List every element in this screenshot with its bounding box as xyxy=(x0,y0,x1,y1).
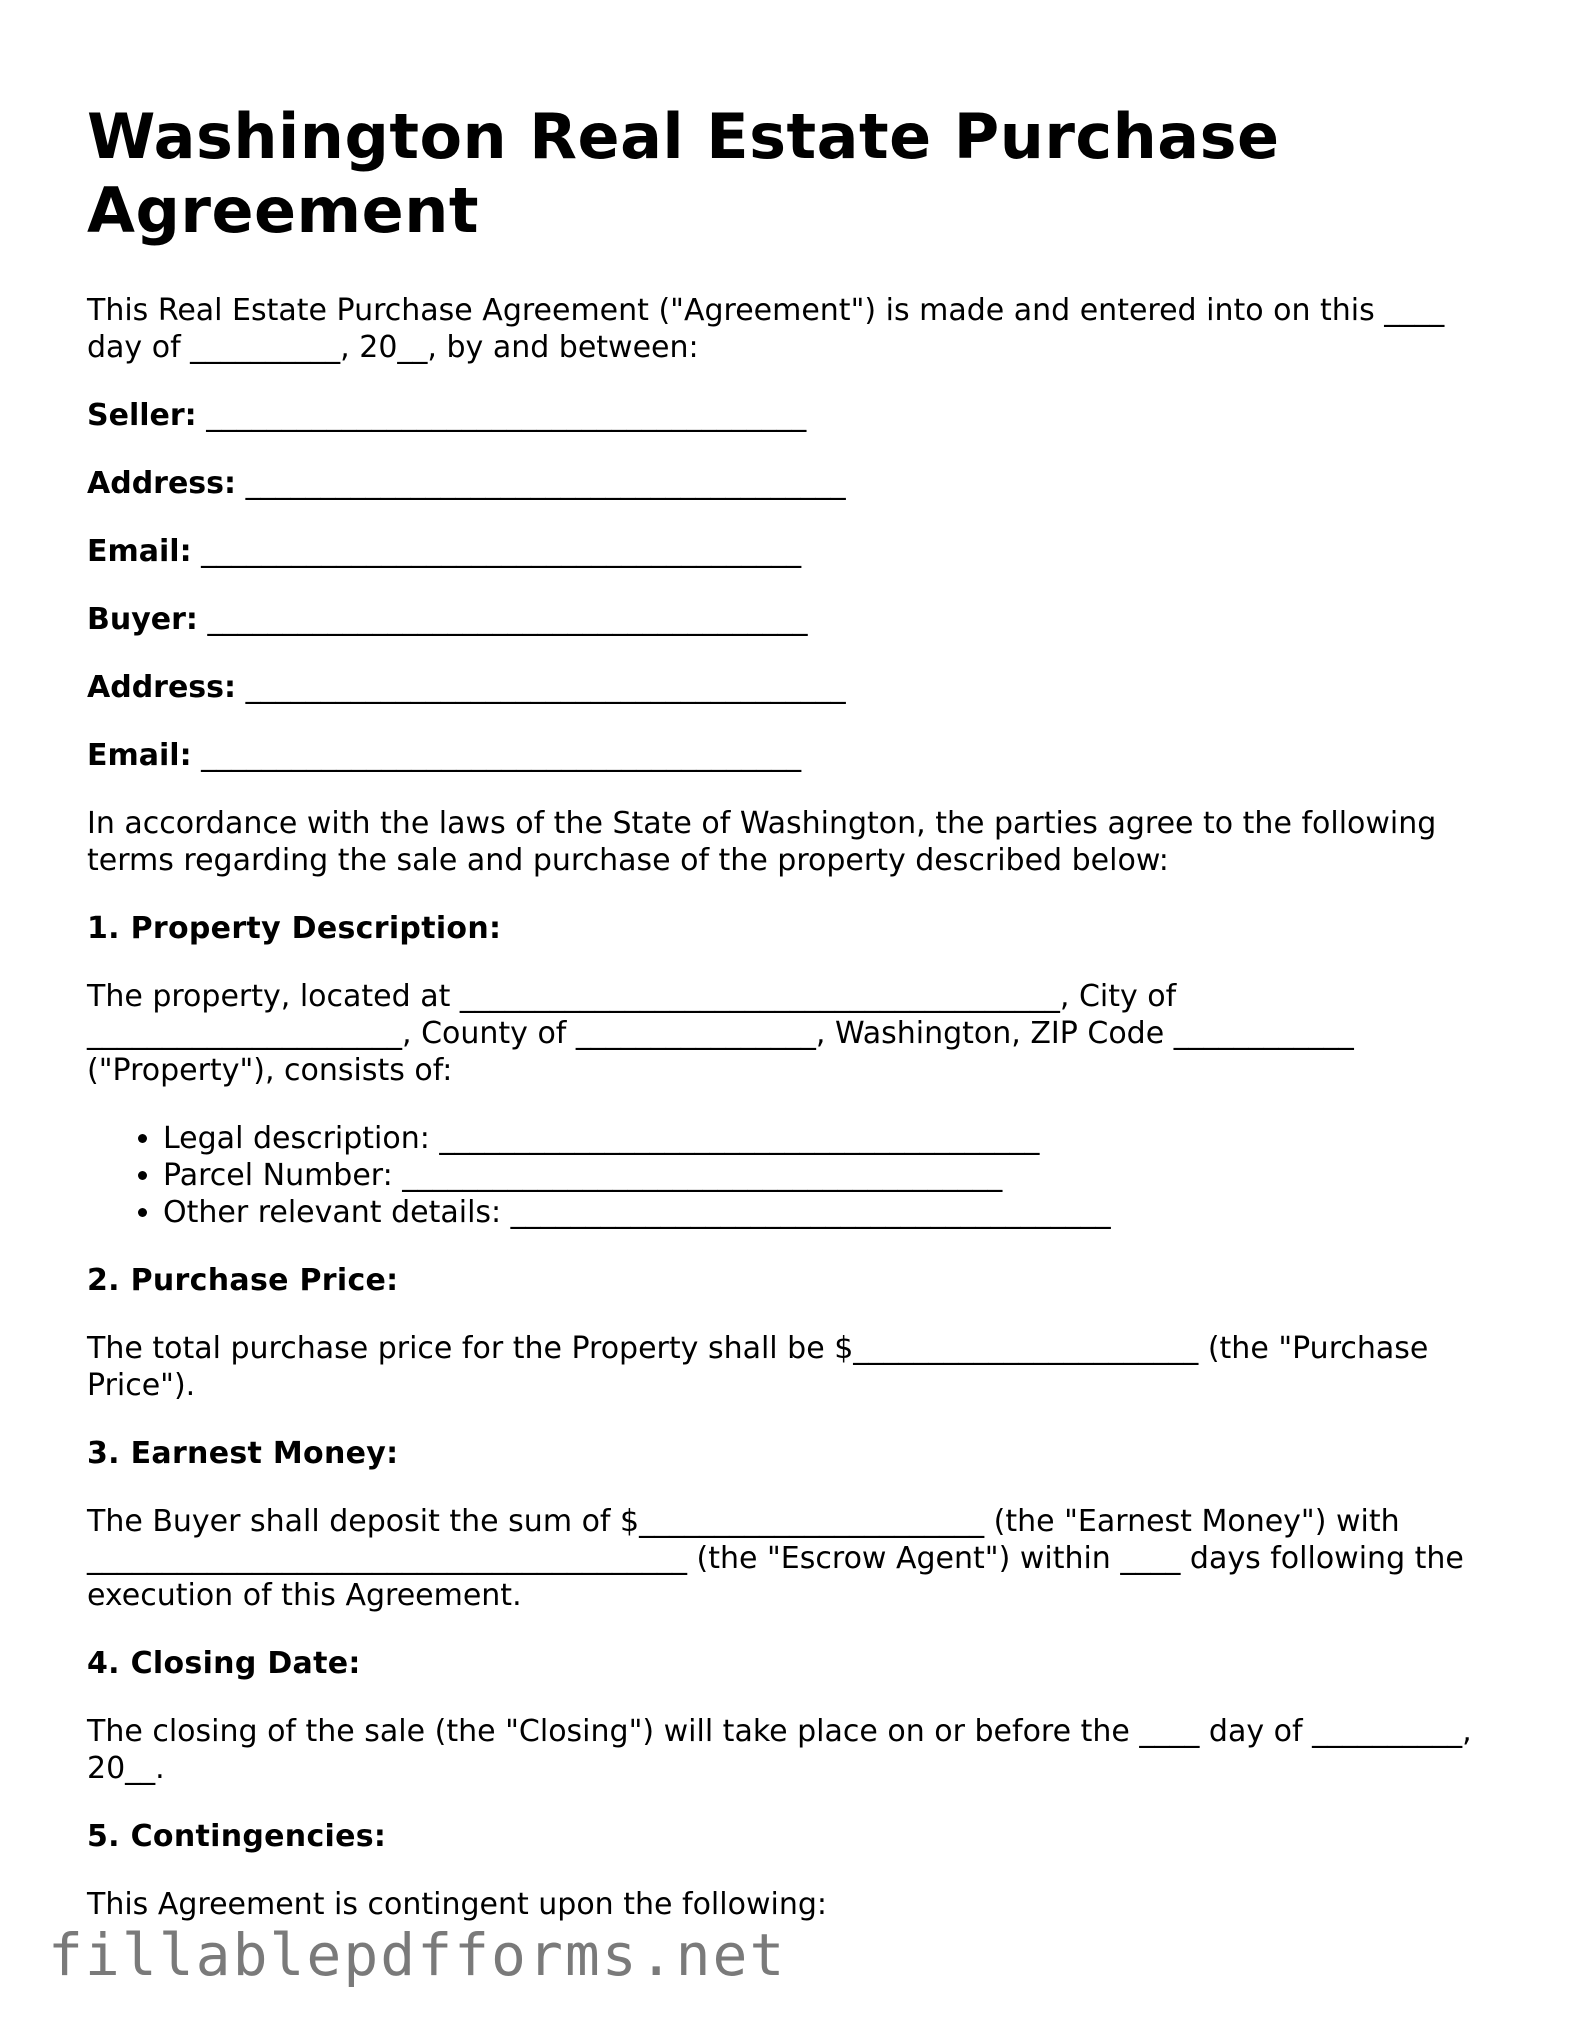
seller-name-label: Seller: xyxy=(87,398,197,433)
list-item-legal-description: • Legal description: ________________________________________ xyxy=(163,1120,1497,1157)
seller-name-field xyxy=(87,397,1497,434)
buyer-address-blank[interactable]: ________________________________________ xyxy=(245,670,846,705)
seller-address-label: Address: xyxy=(87,466,237,501)
seller-email-blank[interactable]: ________________________________________ xyxy=(201,534,802,569)
seller-email-field xyxy=(87,533,1497,570)
buyer-name-blank[interactable]: ________________________________________ xyxy=(207,602,808,637)
closing-date-paragraph: The closing of the sale (the "Closing") will take place on or before the ____ day of __________, 20__. xyxy=(87,1714,1472,1786)
contingencies-paragraph: This Agreement is contingent upon the following: xyxy=(87,1887,827,1922)
buyer-email-label: Email: xyxy=(87,738,192,773)
seller-address-field xyxy=(87,465,1497,502)
closing-date-heading: 4. Closing Date: xyxy=(87,1646,361,1681)
seller-name-blank[interactable]: ________________________________________ xyxy=(206,398,807,433)
seller-email-label: Email: xyxy=(87,534,192,569)
intro-paragraph: This Real Estate Purchase Agreement ("Agreement") is made and entered into on this ____ day of __________, 20__, by and between: xyxy=(87,293,1445,365)
buyer-address-label: Address: xyxy=(87,670,237,705)
contingencies-heading: 5. Contingencies: xyxy=(87,1819,387,1854)
document-title: Washington Real Estate Purchase Agreement xyxy=(87,100,1280,247)
earnest-money-paragraph: The Buyer shall deposit the sum of $_______________________ (the "Earnest Money") with ________________________________________ (the "Escrow Agent") within ____ days following the execution of this Agreement. xyxy=(87,1504,1464,1613)
document-page xyxy=(87,100,1497,1954)
watermark-text: fillablepdfforms.net xyxy=(48,1921,787,1989)
buyer-name-field xyxy=(87,601,1497,638)
purchase-price-paragraph: The total purchase price for the Property shall be $_______________________ (the "Purchase Price"). xyxy=(87,1331,1429,1403)
buyer-email-field xyxy=(87,737,1497,774)
preamble-paragraph: In accordance with the laws of the State of Washington, the parties agree to the following terms regarding the sale and purchase of the property described below: xyxy=(87,806,1437,878)
earnest-money-heading: 3. Earnest Money: xyxy=(87,1436,399,1471)
purchase-price-heading: 2. Purchase Price: xyxy=(87,1263,399,1298)
seller-address-blank[interactable]: ________________________________________ xyxy=(245,466,846,501)
property-heading: 1. Property Description: xyxy=(87,911,502,946)
buyer-email-blank[interactable]: ________________________________________ xyxy=(201,738,802,773)
list-item-other-details: • Other relevant details: ________________________________________ xyxy=(163,1194,1497,1231)
property-paragraph: The property, located at ________________________________________, City of _____________________, County of ________________, Washington, ZIP Code ____________ ("Property"), consists of: xyxy=(87,979,1354,1088)
list-item-parcel-number: • Parcel Number: ________________________________________ xyxy=(163,1157,1497,1194)
buyer-address-field xyxy=(87,669,1497,706)
property-details-list xyxy=(87,1120,1497,1231)
buyer-name-label: Buyer: xyxy=(87,602,198,637)
